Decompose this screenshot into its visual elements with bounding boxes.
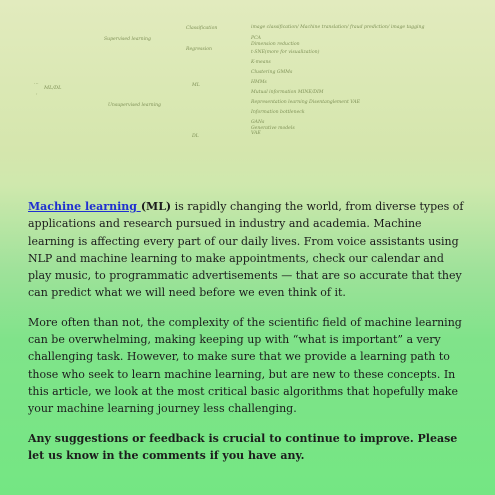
article-paragraph-intro [28,198,468,302]
diagram-root-label: ML/DL [44,85,62,91]
diagram-leaf-clustering: Clustering GMMs [251,70,293,75]
diagram-leaf-hmms: HMMs [251,80,267,85]
article-body [28,198,468,464]
diagram-leaf-tsne: t-SNE(more for visualization) [251,50,320,55]
machine-learning-link[interactable]: Machine learning [28,200,141,213]
diagram-unsupervised-label: Unsupervised learning [108,103,161,108]
diagram-leaf-info-bottleneck: Information bottleneck [251,110,305,115]
diagram-leaf-kmeans: K-means [251,60,271,65]
diagram-leaf-gans: GANs [251,120,265,125]
diagram-regression-label: Regression [186,47,212,52]
intro-text: is rapidly changing the world, from diverse types of applications and research pursued in industry and academia. Machine learning is affecting every part of our daily lives. From voice assistants using NLP and machine learning to make appointments, check our calendar and play music, to programmatic advertisements — that are so accurate that they can predict what we will need before we even think of it. [28,200,464,300]
article-paragraph-complexity: More often than not, the complexity of the scientific field of machine learning can be overwhelming, making keeping up with “what is important” a very challenging task. However, to make sure that we provide a learning path to those who seek to learn machine learning, but are new to these concepts. In this article, we look at the most critical basic algorithms that hopefully make your machine learning journey less challenging. [28,315,462,416]
diagram-leaf-pca: PCA [251,36,261,41]
diagram-leaf-dimension-reduction: Dimension reduction [251,42,300,47]
ml-taxonomy-diagram [0,0,495,180]
diagram-leaf-vae: VAE [251,131,261,136]
article-paragraph-feedback: Any suggestions or feedback is crucial to continue to improve. Please let us know in the comments if you have any. [28,431,458,462]
diagram-leaf-classification-methods: image classification/ Machine translation/ fraud prediction/ image tagging [251,25,425,30]
diagram-supervised-label: Supervised learning [104,37,151,42]
diagram-leaf-generative-models: Generative models [251,126,295,131]
diagram-ml-label: ML [192,83,200,88]
diagram-root-mark2: , [36,91,38,96]
diagram-dl-label: DL [192,134,199,139]
diagram-classification-label: Classification [186,26,218,31]
diagram-leaf-mutual-info: Mutual information MINE/DIM [251,90,324,95]
ml-abbreviation: (ML) [140,200,172,213]
diagram-root-mark: … [34,81,39,86]
diagram-leaf-representation: Representation learning Disentanglement VAE [251,100,360,105]
